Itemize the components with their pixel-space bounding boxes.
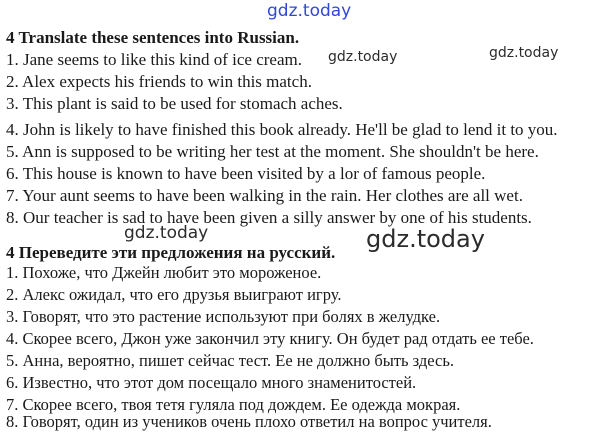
watermark-right: gdz.today	[489, 45, 559, 61]
english-sentence-4: 4. John is likely to have finished this book already. He'll be glad to lend it to you.	[6, 120, 558, 139]
exercise-heading-russian: 4 Переведите эти предложения на русский.	[6, 243, 336, 262]
russian-sentence-8: 8. Говорят, один из учеников очень плохо ответил на вопрос учителя.	[6, 412, 492, 431]
russian-sentence-7: 7. Скорее всего, твоя тетя гуляла под дождем. Ее одежда мокрая.	[6, 395, 461, 414]
russian-sentence-1: 1. Похоже, что Джейн любит это мороженое.	[6, 263, 322, 282]
russian-sentence-5: 5. Анна, вероятно, пишет сейчас тест. Ее не должно быть здесь.	[6, 351, 454, 370]
russian-sentence-4: 4. Скорее всего, Джон уже закончил эту книгу. Он будет рад отдать ее тебе.	[6, 329, 534, 348]
russian-sentence-6: 6. Известно, что этот дом посещало много знаменитостей.	[6, 373, 417, 392]
watermark-mid-large: gdz.today	[366, 225, 485, 253]
watermark-top: gdz.today	[267, 1, 352, 21]
english-sentence-1: 1. Jane seems to like this kind of ice cream.	[6, 50, 302, 69]
english-sentence-8: 8. Our teacher is sad to have been given a silly answer by one of his students.	[6, 208, 532, 227]
exercise-heading-english: 4 Translate these sentences into Russian.	[6, 28, 300, 47]
watermark-mid-left: gdz.today	[124, 223, 209, 243]
english-sentence-5: 5. Ann is supposed to be writing her test at the moment. She shouldn't be here.	[6, 142, 539, 161]
english-sentence-3: 3. This plant is said to be used for stomach aches.	[6, 94, 343, 113]
english-sentence-6: 6. This house is known to have been visited by a lor of famous people.	[6, 164, 486, 183]
english-sentence-7: 7. Your aunt seems to have been walking in the rain. Her clothes are all wet.	[6, 186, 523, 205]
english-sentence-2: 2. Alex expects his friends to win this match.	[6, 72, 312, 91]
watermark-inline: gdz.today	[328, 49, 398, 65]
russian-sentence-2: 2. Алекс ожидал, что его друзья выиграют игру.	[6, 285, 342, 304]
russian-sentence-3: 3. Говорят, что это растение используют при болях в желудке.	[6, 307, 441, 326]
